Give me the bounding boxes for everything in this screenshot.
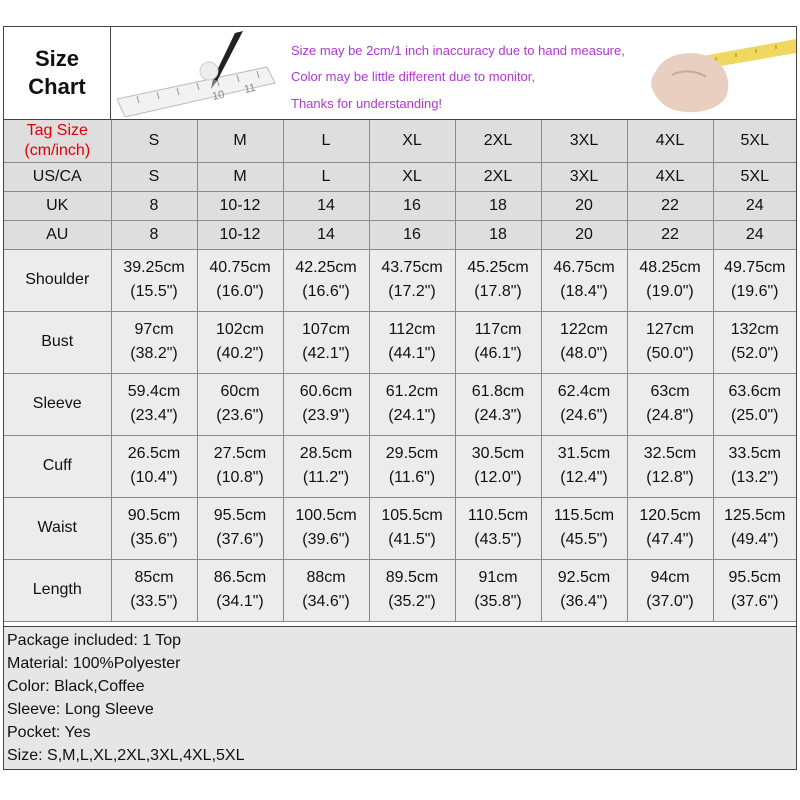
table-cell: 24 xyxy=(713,220,796,249)
measure-inch: (12.8") xyxy=(646,469,694,486)
table-cell: 20 xyxy=(541,191,627,220)
measure-cell xyxy=(197,435,283,497)
measure-inch: (17.2") xyxy=(388,283,436,300)
measure-inch: (49.4") xyxy=(731,531,779,548)
ruler-mark-11: 11 xyxy=(243,81,257,96)
size-header: M xyxy=(197,120,283,162)
size-header: 3XL xyxy=(541,120,627,162)
measure-cell xyxy=(627,435,713,497)
size-chart-sheet xyxy=(3,26,797,770)
measure-inch: (34.1") xyxy=(216,593,264,610)
measure-inch: (40.2") xyxy=(216,345,264,362)
measure-cell xyxy=(455,311,541,373)
measure-cm: 46.75cm xyxy=(553,259,615,276)
table-cell: 24 xyxy=(713,191,796,220)
table-cell: 8 xyxy=(111,220,197,249)
tag-size-label-line2: (cm/inch) xyxy=(24,141,91,159)
title-line-2: Chart xyxy=(28,74,86,99)
measure-cell xyxy=(283,435,369,497)
size-header: 2XL xyxy=(455,120,541,162)
measure-cm: 33.5cm xyxy=(728,445,781,462)
measure-cm: 40.75cm xyxy=(209,259,271,276)
ruler-pen-illustration xyxy=(117,29,287,117)
measure-cm: 100.5cm xyxy=(295,507,357,524)
measure-inch: (18.4") xyxy=(560,283,608,300)
measure-cell xyxy=(713,497,796,559)
table-cell: 8 xyxy=(111,191,197,220)
measure-cm: 59.4cm xyxy=(127,383,181,400)
measure-cm: 105.5cm xyxy=(381,507,443,524)
note-measure-inaccuracy: Size may be 2cm/1 inch inaccuracy due to hand measure, xyxy=(291,43,625,58)
waist-row xyxy=(4,497,796,559)
measure-cm: 63.6cm xyxy=(728,383,781,400)
measure-cell xyxy=(713,559,796,621)
measure-cell xyxy=(111,559,197,621)
measure-inch: (23.9") xyxy=(302,407,350,424)
measure-cm: 30.5cm xyxy=(471,445,525,462)
measure-inch: (43.5") xyxy=(474,531,522,548)
measure-inch: (12.4") xyxy=(560,469,608,486)
measure-cm: 95.5cm xyxy=(728,569,781,586)
measure-cell xyxy=(283,311,369,373)
cuff-row xyxy=(4,435,796,497)
measure-inch: (19.6") xyxy=(731,283,779,300)
measure-inch: (23.4") xyxy=(130,407,178,424)
measure-inch: (17.8") xyxy=(474,283,522,300)
measure-cell xyxy=(111,249,197,311)
uk-row xyxy=(4,191,796,220)
row-label: US/CA xyxy=(4,162,111,191)
measure-cm: 97cm xyxy=(134,321,174,338)
measure-cm: 60cm xyxy=(220,383,260,400)
measure-inch: (24.1") xyxy=(388,407,436,424)
size-header: 4XL xyxy=(627,120,713,162)
measure-cell xyxy=(369,435,455,497)
measure-cell xyxy=(283,249,369,311)
table-cell: 18 xyxy=(455,191,541,220)
row-label: UK xyxy=(4,191,111,220)
measure-cell xyxy=(455,435,541,497)
table-cell: 10-12 xyxy=(197,220,283,249)
measure-cell xyxy=(627,559,713,621)
measure-cell xyxy=(627,497,713,559)
measure-cm: 61.8cm xyxy=(471,383,525,400)
row-label: Bust xyxy=(4,311,111,373)
measure-inch: (25.0") xyxy=(731,407,779,424)
measure-cm: 48.25cm xyxy=(639,259,701,276)
table-cell: 22 xyxy=(627,220,713,249)
measure-cm: 132cm xyxy=(730,321,779,338)
measure-cm: 107cm xyxy=(301,321,351,338)
measure-cell xyxy=(627,249,713,311)
measure-inch: (33.5") xyxy=(130,593,178,610)
measure-inch: (11.6") xyxy=(388,469,436,486)
size-chart-header xyxy=(4,27,796,120)
table-cell: S xyxy=(111,162,197,191)
measure-cm: 63cm xyxy=(650,383,690,400)
sleeve-row xyxy=(4,373,796,435)
table-cell: 10-12 xyxy=(197,191,283,220)
row-label: Waist xyxy=(4,497,111,559)
measure-cm: 42.25cm xyxy=(295,259,357,276)
table-cell: 5XL xyxy=(713,162,796,191)
measure-cm: 39.25cm xyxy=(123,259,185,276)
measure-cell xyxy=(627,311,713,373)
size-header: 5XL xyxy=(713,120,796,162)
measure-inch: (15.5") xyxy=(130,283,178,300)
measure-inch: (16.0") xyxy=(216,283,264,300)
measure-cell xyxy=(713,435,796,497)
measure-cm: 102cm xyxy=(215,321,265,338)
measure-inch: (37.0") xyxy=(646,593,694,610)
measure-cm: 49.75cm xyxy=(724,259,786,276)
measure-inch: (37.6") xyxy=(731,593,779,610)
measure-cm: 115.5cm xyxy=(553,507,615,524)
table-cell: 2XL xyxy=(455,162,541,191)
table-cell: 18 xyxy=(455,220,541,249)
measure-cm: 85cm xyxy=(134,569,174,586)
size-header: L xyxy=(283,120,369,162)
measure-inch: (45.5") xyxy=(560,531,608,548)
measure-cm: 61.2cm xyxy=(385,383,439,400)
measure-cell xyxy=(369,249,455,311)
measure-cm: 95.5cm xyxy=(213,507,267,524)
measure-cm: 91cm xyxy=(478,569,518,586)
info-color: Color: Black,Coffee xyxy=(7,678,145,695)
title-line-1: Size xyxy=(34,46,80,71)
tag-size-label-line1: Tag Size xyxy=(26,121,88,139)
measurement-banner xyxy=(111,27,796,119)
measure-cell xyxy=(541,497,627,559)
hand-tape-illustration xyxy=(636,31,796,117)
measure-inch: (19.0") xyxy=(646,283,694,300)
measure-cm: 125.5cm xyxy=(724,507,786,524)
row-label: Length xyxy=(4,559,111,621)
measure-inch: (34.6") xyxy=(302,593,350,610)
info-package: Package included: 1 Top xyxy=(7,632,182,649)
table-cell: 22 xyxy=(627,191,713,220)
measure-cell xyxy=(197,497,283,559)
note-thanks: Thanks for understanding! xyxy=(291,96,443,111)
measure-inch: (35.6") xyxy=(130,531,178,548)
measure-cell xyxy=(713,373,796,435)
info-sleeve: Sleeve: Long Sleeve xyxy=(7,701,154,718)
measure-cm: 127cm xyxy=(645,321,695,338)
measure-cell xyxy=(369,373,455,435)
table-cell: 14 xyxy=(283,220,369,249)
measure-cm: 117cm xyxy=(474,321,522,338)
au-row xyxy=(4,220,796,249)
measure-cm: 88cm xyxy=(306,569,346,586)
measure-inch: (39.6") xyxy=(302,531,350,548)
size-header: XL xyxy=(369,120,455,162)
table-cell: M xyxy=(197,162,283,191)
measure-cell xyxy=(369,497,455,559)
measure-cm: 31.5cm xyxy=(557,445,611,462)
info-material: Material: 100%Polyester xyxy=(7,655,181,672)
tag-size-row xyxy=(4,120,796,162)
measure-inch: (36.4") xyxy=(560,593,608,610)
measure-inch: (44.1") xyxy=(388,345,436,362)
measure-cell xyxy=(455,373,541,435)
size-header: S xyxy=(111,120,197,162)
measure-inch: (35.2") xyxy=(388,593,436,610)
measure-cell xyxy=(197,373,283,435)
measure-inch: (48.0") xyxy=(560,345,608,362)
measure-inch: (13.2") xyxy=(731,469,779,486)
measure-cell xyxy=(111,435,197,497)
bust-row xyxy=(4,311,796,373)
measure-cell xyxy=(541,435,627,497)
measure-inch: (46.1") xyxy=(474,345,522,362)
measure-inch: (35.8") xyxy=(474,593,522,610)
measure-cell xyxy=(369,559,455,621)
measure-cell xyxy=(197,249,283,311)
measure-cell xyxy=(197,311,283,373)
ruler-mark-10: 10 xyxy=(211,88,226,103)
measure-cell xyxy=(111,373,197,435)
measure-cm: 86.5cm xyxy=(213,569,267,586)
measure-cm: 90.5cm xyxy=(127,507,181,524)
measure-cm: 28.5cm xyxy=(299,445,353,462)
measure-cell xyxy=(283,559,369,621)
note-color-difference: Color may be little different due to monitor, xyxy=(291,69,535,84)
measure-inch: (24.8") xyxy=(646,407,694,424)
measure-cell xyxy=(283,373,369,435)
measure-cm: 29.5cm xyxy=(385,445,439,462)
measure-cell xyxy=(541,249,627,311)
measure-cell xyxy=(111,497,197,559)
table-cell: XL xyxy=(369,162,455,191)
table-cell: L xyxy=(283,162,369,191)
measure-cm: 26.5cm xyxy=(127,445,181,462)
measure-inch: (10.8") xyxy=(216,469,264,486)
row-label: AU xyxy=(4,220,111,249)
length-row xyxy=(4,559,796,621)
table-cell: 4XL xyxy=(627,162,713,191)
size-chart-title xyxy=(4,27,111,119)
table-cell: 3XL xyxy=(541,162,627,191)
measure-cell xyxy=(111,311,197,373)
measure-cm: 122cm xyxy=(559,321,609,338)
measure-cm: 32.5cm xyxy=(643,445,697,462)
measure-cm: 43.75cm xyxy=(381,259,443,276)
row-label: Sleeve xyxy=(4,373,111,435)
measure-cm: 120.5cm xyxy=(639,507,701,524)
info-sizes: Size: S,M,L,XL,2XL,3XL,4XL,5XL xyxy=(7,747,245,764)
us-ca-row xyxy=(4,162,796,191)
measure-inch: (23.6") xyxy=(216,407,264,424)
size-table xyxy=(4,120,796,622)
measure-cell xyxy=(369,311,455,373)
info-pocket: Pocket: Yes xyxy=(7,724,91,741)
measure-inch: (24.6") xyxy=(560,407,608,424)
measure-inch: (10.4") xyxy=(130,469,178,486)
measure-cell xyxy=(455,249,541,311)
measure-cell xyxy=(713,311,796,373)
table-cell: 20 xyxy=(541,220,627,249)
measure-cell xyxy=(283,497,369,559)
table-cell: 14 xyxy=(283,191,369,220)
measure-cm: 62.4cm xyxy=(557,383,611,400)
measure-inch: (11.2") xyxy=(302,469,350,486)
product-info-block xyxy=(4,626,796,769)
measure-inch: (50.0") xyxy=(646,345,694,362)
measure-cm: 92.5cm xyxy=(557,569,611,586)
tag-size-label xyxy=(4,120,111,162)
measure-inch: (42.1") xyxy=(302,345,350,362)
measure-inch: (16.6") xyxy=(302,283,350,300)
measure-cm: 94cm xyxy=(650,569,690,586)
measure-inch: (12.0") xyxy=(474,469,522,486)
measure-inch: (38.2") xyxy=(130,345,178,362)
measure-inch: (41.5") xyxy=(388,531,436,548)
measure-cell xyxy=(541,311,627,373)
table-cell: 16 xyxy=(369,191,455,220)
measure-cm: 89.5cm xyxy=(385,569,439,586)
measure-inch: (47.4") xyxy=(646,531,694,548)
measure-cell xyxy=(455,559,541,621)
measure-inch: (52.0") xyxy=(731,345,779,362)
measure-cell xyxy=(713,249,796,311)
measure-cm: 60.6cm xyxy=(299,383,353,400)
measure-cm: 27.5cm xyxy=(213,445,267,462)
measure-inch: (37.6") xyxy=(216,531,264,548)
measure-cell xyxy=(627,373,713,435)
measure-cm: 110.5cm xyxy=(467,507,529,524)
measure-cell xyxy=(197,559,283,621)
measure-cell xyxy=(455,497,541,559)
measure-cm: 112cm xyxy=(388,321,436,338)
table-cell: 16 xyxy=(369,220,455,249)
measure-cell xyxy=(541,373,627,435)
shoulder-row xyxy=(4,249,796,311)
measure-inch: (24.3") xyxy=(474,407,522,424)
measure-cell xyxy=(541,559,627,621)
measure-cm: 45.25cm xyxy=(467,259,529,276)
row-label: Shoulder xyxy=(4,249,111,311)
row-label: Cuff xyxy=(4,435,111,497)
